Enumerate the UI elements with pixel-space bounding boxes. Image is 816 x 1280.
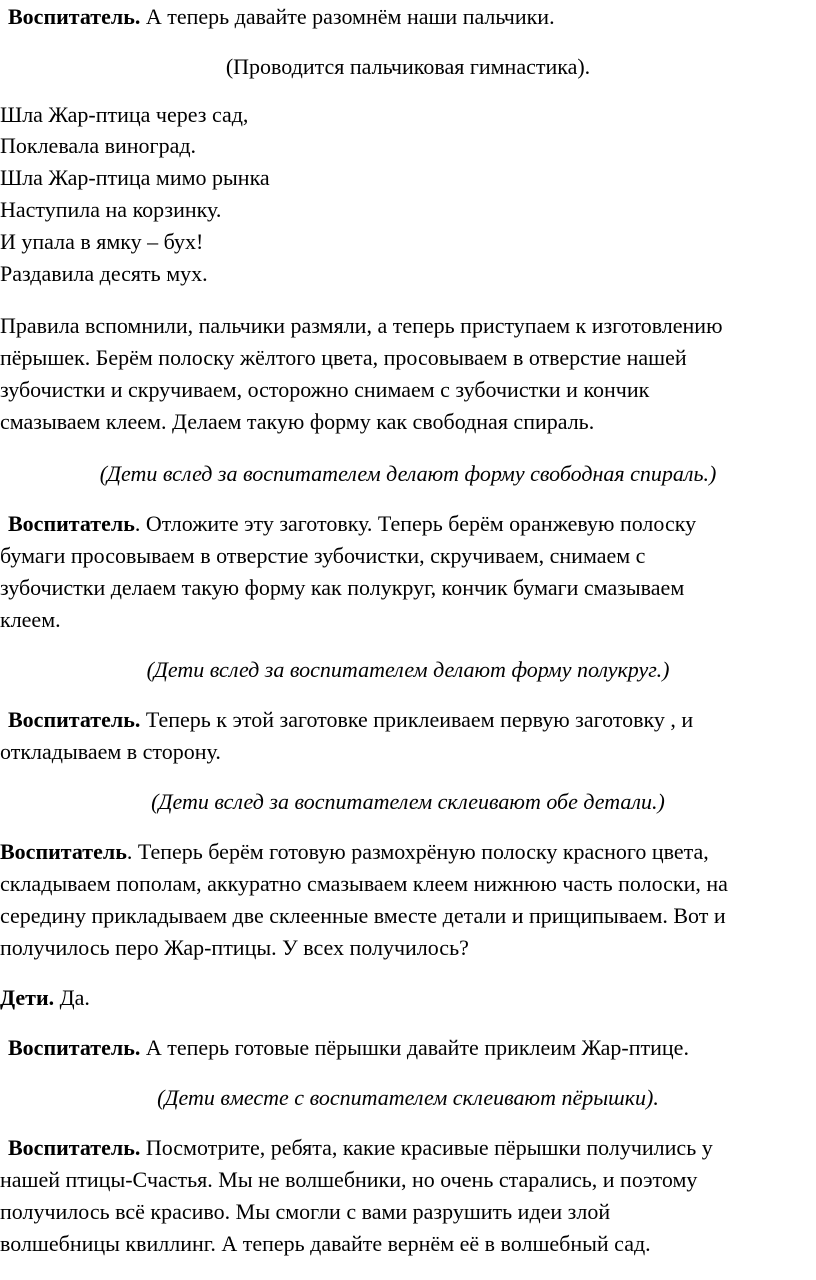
poem-line: Наступила на корзинку.	[0, 197, 222, 222]
speaker-label: Воспитатель.	[8, 4, 141, 29]
paragraph-intro: Воспитатель. А теперь давайте разомнём наши пальчики.	[8, 4, 555, 29]
speaker-label: Воспитатель.	[8, 707, 141, 732]
poem-line: Шла Жар-птица через сад,	[0, 102, 249, 127]
paragraph-text: получилось всё красиво. Мы смогли с вами разрушить идеи злой	[0, 1199, 611, 1224]
poem-line: Шла Жар-птица мимо рынка	[0, 165, 270, 190]
speaker-label: Воспитатель	[8, 511, 135, 536]
paragraph-text: Воспитатель. Посмотрите, ребята, какие красивые пёрышки получились у	[8, 1135, 713, 1160]
paragraph-text: зубочистки и скручиваем, осторожно снимаем с зубочистки и кончик	[0, 377, 650, 402]
paragraph-text: откладываем в сторону.	[0, 739, 221, 764]
stage-direction-gymnastics: (Проводится пальчиковая гимнастика).	[225, 54, 591, 79]
stage-direction-spiral: (Дети вслед за воспитателем делают форму свободная спираль.)	[99, 461, 717, 486]
paragraph-text: нашей птицы-Счастья. Мы не волшебники, но очень старались, и поэтому	[0, 1167, 698, 1192]
paragraph-text: смазываем клеем. Делаем такую форму как свободная спираль.	[0, 409, 595, 434]
paragraph-text: середину прикладываем две склеенные вместе детали и прищипываем. Вот и	[0, 903, 726, 928]
paragraph-text: Воспитатель. Отложите эту заготовку. Теперь берём оранжевую полоску	[8, 511, 697, 536]
poem-line: Раздавила десять мух.	[0, 261, 208, 286]
poem-line: И упала в ямку – бух!	[0, 229, 204, 254]
paragraph-text: бумаги просовываем в отверстие зубочистки, скручиваем, снимаем с	[0, 543, 646, 568]
paragraph-text: Воспитатель. А теперь готовые пёрышки давайте приклеим Жар-птице.	[8, 1035, 689, 1060]
paragraph-children-reply: Дети. Да.	[0, 985, 90, 1010]
poem-line: Поклевала виноград.	[0, 133, 197, 158]
paragraph-text: волшебницы квиллинг. А теперь давайте вернём её в волшебный сад.	[0, 1231, 651, 1256]
paragraph-text: Воспитатель. Теперь к этой заготовке приклеиваем первую заготовку , и	[8, 707, 694, 732]
stage-direction-glue: (Дети вслед за воспитателем склеивают обе детали.)	[151, 789, 665, 814]
paragraph-text: клеем.	[0, 607, 61, 632]
paragraph-text: складываем пополам, аккуратно смазываем клеем нижнюю часть полоски, на	[0, 871, 728, 896]
paragraph-text: зубочистки делаем такую форму как полукруг, кончик бумаги смазываем	[0, 575, 685, 600]
stage-direction-semicircle: (Дети вслед за воспитателем делают форму полукруг.)	[146, 657, 670, 682]
paragraph-text: пёрышек. Берём полоску жёлтого цвета, просовываем в отверстие нашей	[0, 345, 687, 370]
speaker-label: Воспитатель.	[8, 1135, 141, 1160]
paragraph-text: Правила вспомнили, пальчики размяли, а теперь приступаем к изготовлению	[0, 313, 723, 338]
speaker-label: Воспитатель.	[8, 1035, 141, 1060]
stage-direction-feathers: (Дети вместе с воспитателем склеивают пёрышки).	[157, 1085, 659, 1110]
speaker-label: Дети.	[0, 985, 55, 1010]
paragraph-text: получилось перо Жар-птицы. У всех получилось?	[0, 935, 469, 960]
speaker-label: Воспитатель	[0, 839, 127, 864]
paragraph-text: Воспитатель. Теперь берём готовую размохрёную полоску красного цвета,	[0, 839, 709, 864]
